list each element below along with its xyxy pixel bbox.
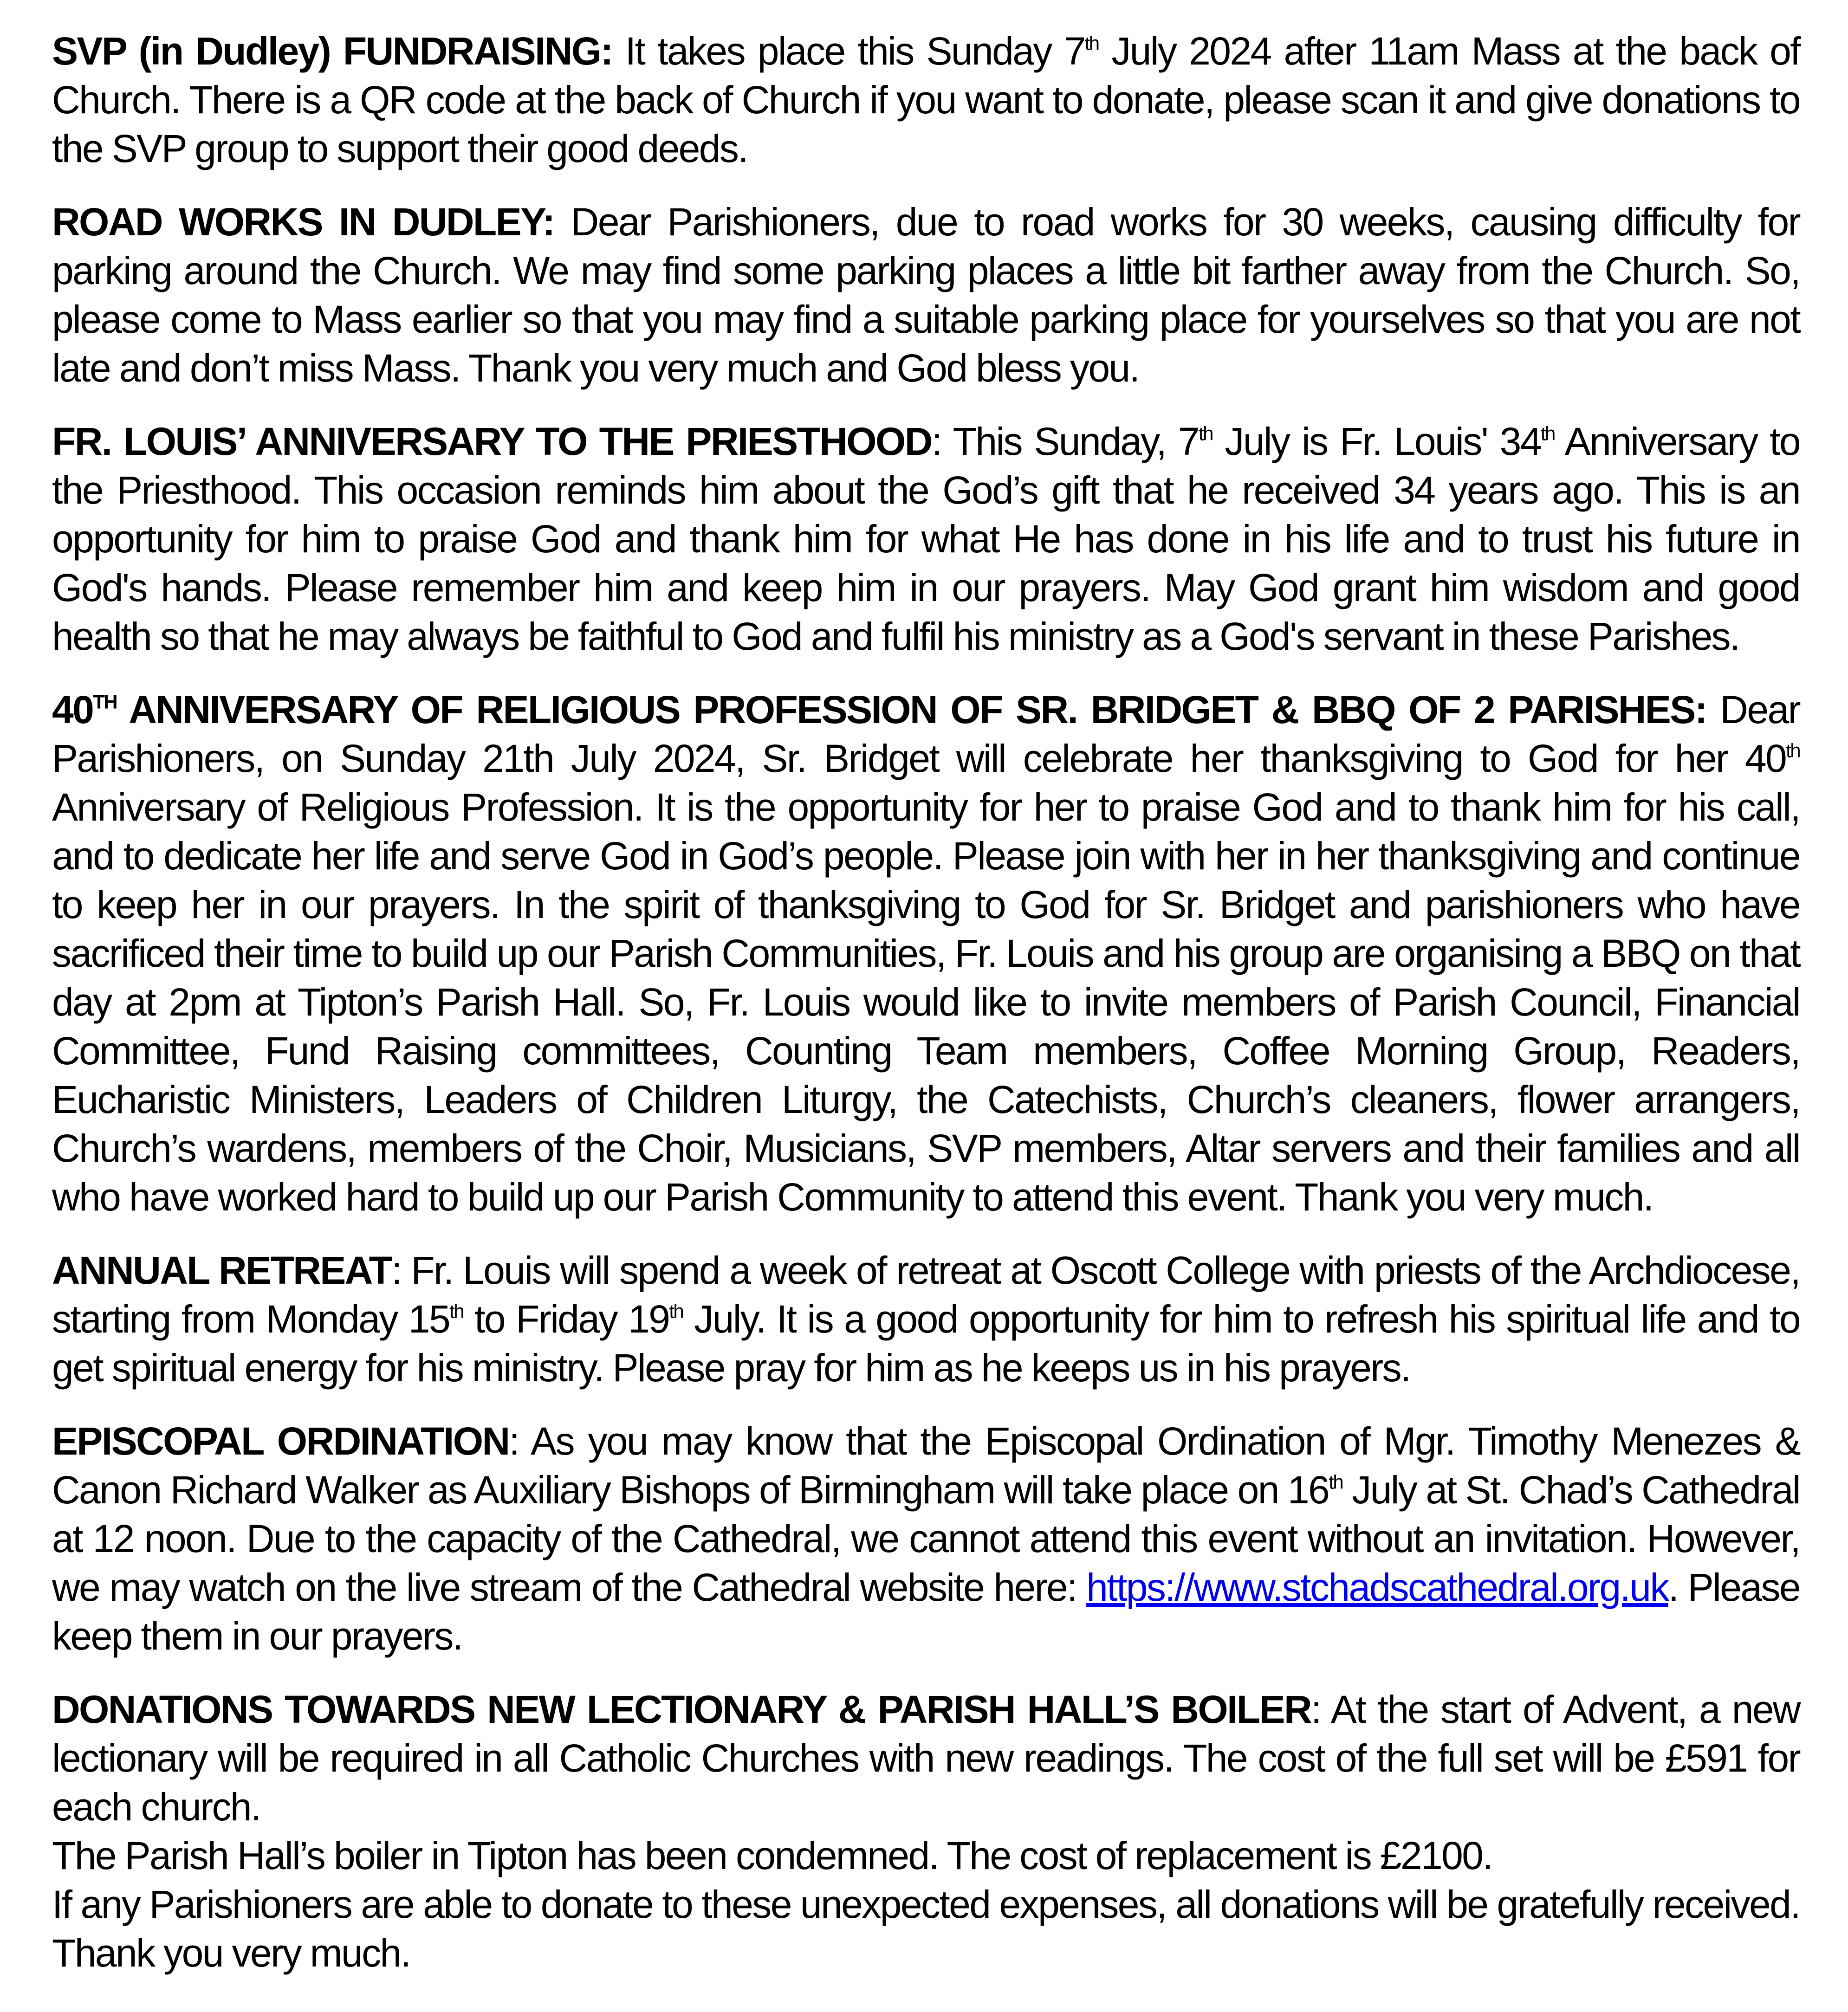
- notice-text: : At the start of Advent, a new lectionary will be required in all Catholic Churches with new readings. The cost of the full set will be £591 for each church.: [52, 1688, 1800, 1829]
- notice-text: Dear Parishioners, on Sunday 21th July 2024, Sr. Bridget will celebrate her thanksgiving to God for her 40: [52, 688, 1800, 780]
- notice-line: The Parish Hall’s boiler in Tipton has been condemned. The cost of replacement is £2100.: [52, 1834, 1492, 1877]
- ordinal-suffix: th: [1786, 739, 1800, 762]
- heading-part: 40: [52, 688, 93, 731]
- notice-text: to Friday 19: [463, 1297, 669, 1341]
- notice-religious-profession: [52, 686, 1800, 1222]
- notice-text: Anniversary to the Priesthood. This occasion reminds him about the God’s gift that he received 34 years ago. This is an opportunity for him to praise God and thank him for what He has done in his life and to trust his future in God's hands. Please remember him and keep him in our prayers. May God grant him wisdom and good health so that he may always be faithful to God and fulfil his ministry as a God's servant in these Parishes.: [52, 420, 1800, 658]
- notice-text: July. It is a good opportunity for him to refresh his spiritual life and to get spiritual energy for his ministry. Please pray for him as he keeps us in his prayers.: [52, 1297, 1800, 1390]
- ordinal-suffix: th: [449, 1300, 463, 1322]
- notice-text: : As you may know that the Episcopal Ordination of Mgr. Timothy Menezes & Canon Richard Walker as Auxiliary Bishops of Birmingham will take place on 16: [52, 1419, 1800, 1512]
- notice-heading: ROAD WORKS IN DUDLEY:: [52, 200, 554, 244]
- ordinal-suffix: th: [1540, 422, 1555, 445]
- notice-text: July 2024 after 11am Mass at the back of Church. There is a QR code at the back of Church if you want to donate, please scan it and give donations to the SVP group to support their good deeds.: [52, 29, 1800, 170]
- notice-road-works: [52, 198, 1800, 393]
- notice-episcopal-ordination: [52, 1417, 1800, 1661]
- notice-text: It takes place this Sunday 7: [612, 29, 1085, 73]
- notice-annual-retreat: [52, 1246, 1800, 1392]
- notice-text: July at St. Chad’s Cathedral at 12 noon. Due to the capacity of the Cathedral, we cannot attend this event without an invitation. However, we may watch on the live stream of the Cathedral website here:: [52, 1468, 1800, 1609]
- newsletter-page: [52, 27, 1800, 2002]
- notice-line: [52, 1685, 1800, 1831]
- notice-heading: DONATIONS TOWARDS NEW LECTIONARY & PARISH HALL’S BOILER: [52, 1688, 1311, 1731]
- notice-heading: EPISCOPAL ORDINATION: [52, 1419, 509, 1463]
- notice-heading: FR. LOUIS’ ANNIVERSARY TO THE PRIESTHOOD: [52, 420, 932, 463]
- notice-text: Dear Parishioners, due to road works for 30 weeks, causing difficulty for parking around the Church. We may find some parking places a little bit farther away from the Church. So, please come to Mass earlier so that you may find a suitable parking place for yourselves so that you are not late and don’t miss Mass. Thank you very much and God bless you.: [52, 200, 1800, 390]
- ordinal-suffix: th: [1084, 32, 1099, 54]
- notice-heading: ANNUAL RETREAT: [52, 1249, 392, 1292]
- cathedral-website-link[interactable]: https://www.stchadscathedral.org.uk: [1086, 1566, 1668, 1609]
- notice-donations: [52, 1685, 1800, 1978]
- ordinal-suffix: th: [1199, 422, 1213, 445]
- notice-heading: [52, 688, 1706, 731]
- notice-priesthood-anniversary: [52, 417, 1800, 661]
- ordinal-suffix: th: [1329, 1471, 1343, 1493]
- notice-text: . Please keep them in our prayers.: [52, 1566, 1800, 1658]
- ordinal-suffix: TH: [93, 691, 117, 713]
- ordinal-suffix: th: [669, 1300, 683, 1322]
- notice-text: : This Sunday, 7: [931, 420, 1199, 463]
- heading-part: ANNIVERSARY OF RELIGIOUS PROFESSION OF SR. BRIDGET & BBQ OF 2 PARISHES:: [117, 688, 1707, 731]
- notice-svp-fundraising: [52, 27, 1800, 173]
- notice-text: : Fr. Louis will spend a week of retreat at Oscott College with priests of the Archdiocese, starting from Monday 15: [52, 1249, 1800, 1341]
- notice-heading: SVP (in Dudley) FUNDRAISING:: [52, 29, 612, 73]
- notice-text: Anniversary of Religious Profession. It is the opportunity for her to praise God and to thank him for his call, and to dedicate her life and serve God in God’s people. Please join with her in her thanksgiving and continue to keep her in our prayers. In the spirit of thanksgiving to God for Sr. Bridget and parishioners who have sacrificed their time to build up our Parish Communities, Fr. Louis and his group are organising a BBQ on that day at 2pm at Tipton’s Parish Hall. So, Fr. Louis would like to invite members of Parish Council, Financial Committee, Fund Raising committees, Counting Team members, Coffee Morning Group, Readers, Eucharistic Ministers, Leaders of Children Liturgy, the Catechists, Church’s cleaners, flower arrangers, Church’s wardens, members of the Choir, Musicians, SVP members, Altar servers and their families and all who have worked hard to build up our Parish Community to attend this event. Thank you very much.: [52, 785, 1800, 1219]
- notice-text: July is Fr. Louis' 34: [1212, 420, 1541, 463]
- notice-line: If any Parishioners are able to donate to these unexpected expenses, all donations will be gratefully received. Thank you very much.: [52, 1883, 1800, 1975]
